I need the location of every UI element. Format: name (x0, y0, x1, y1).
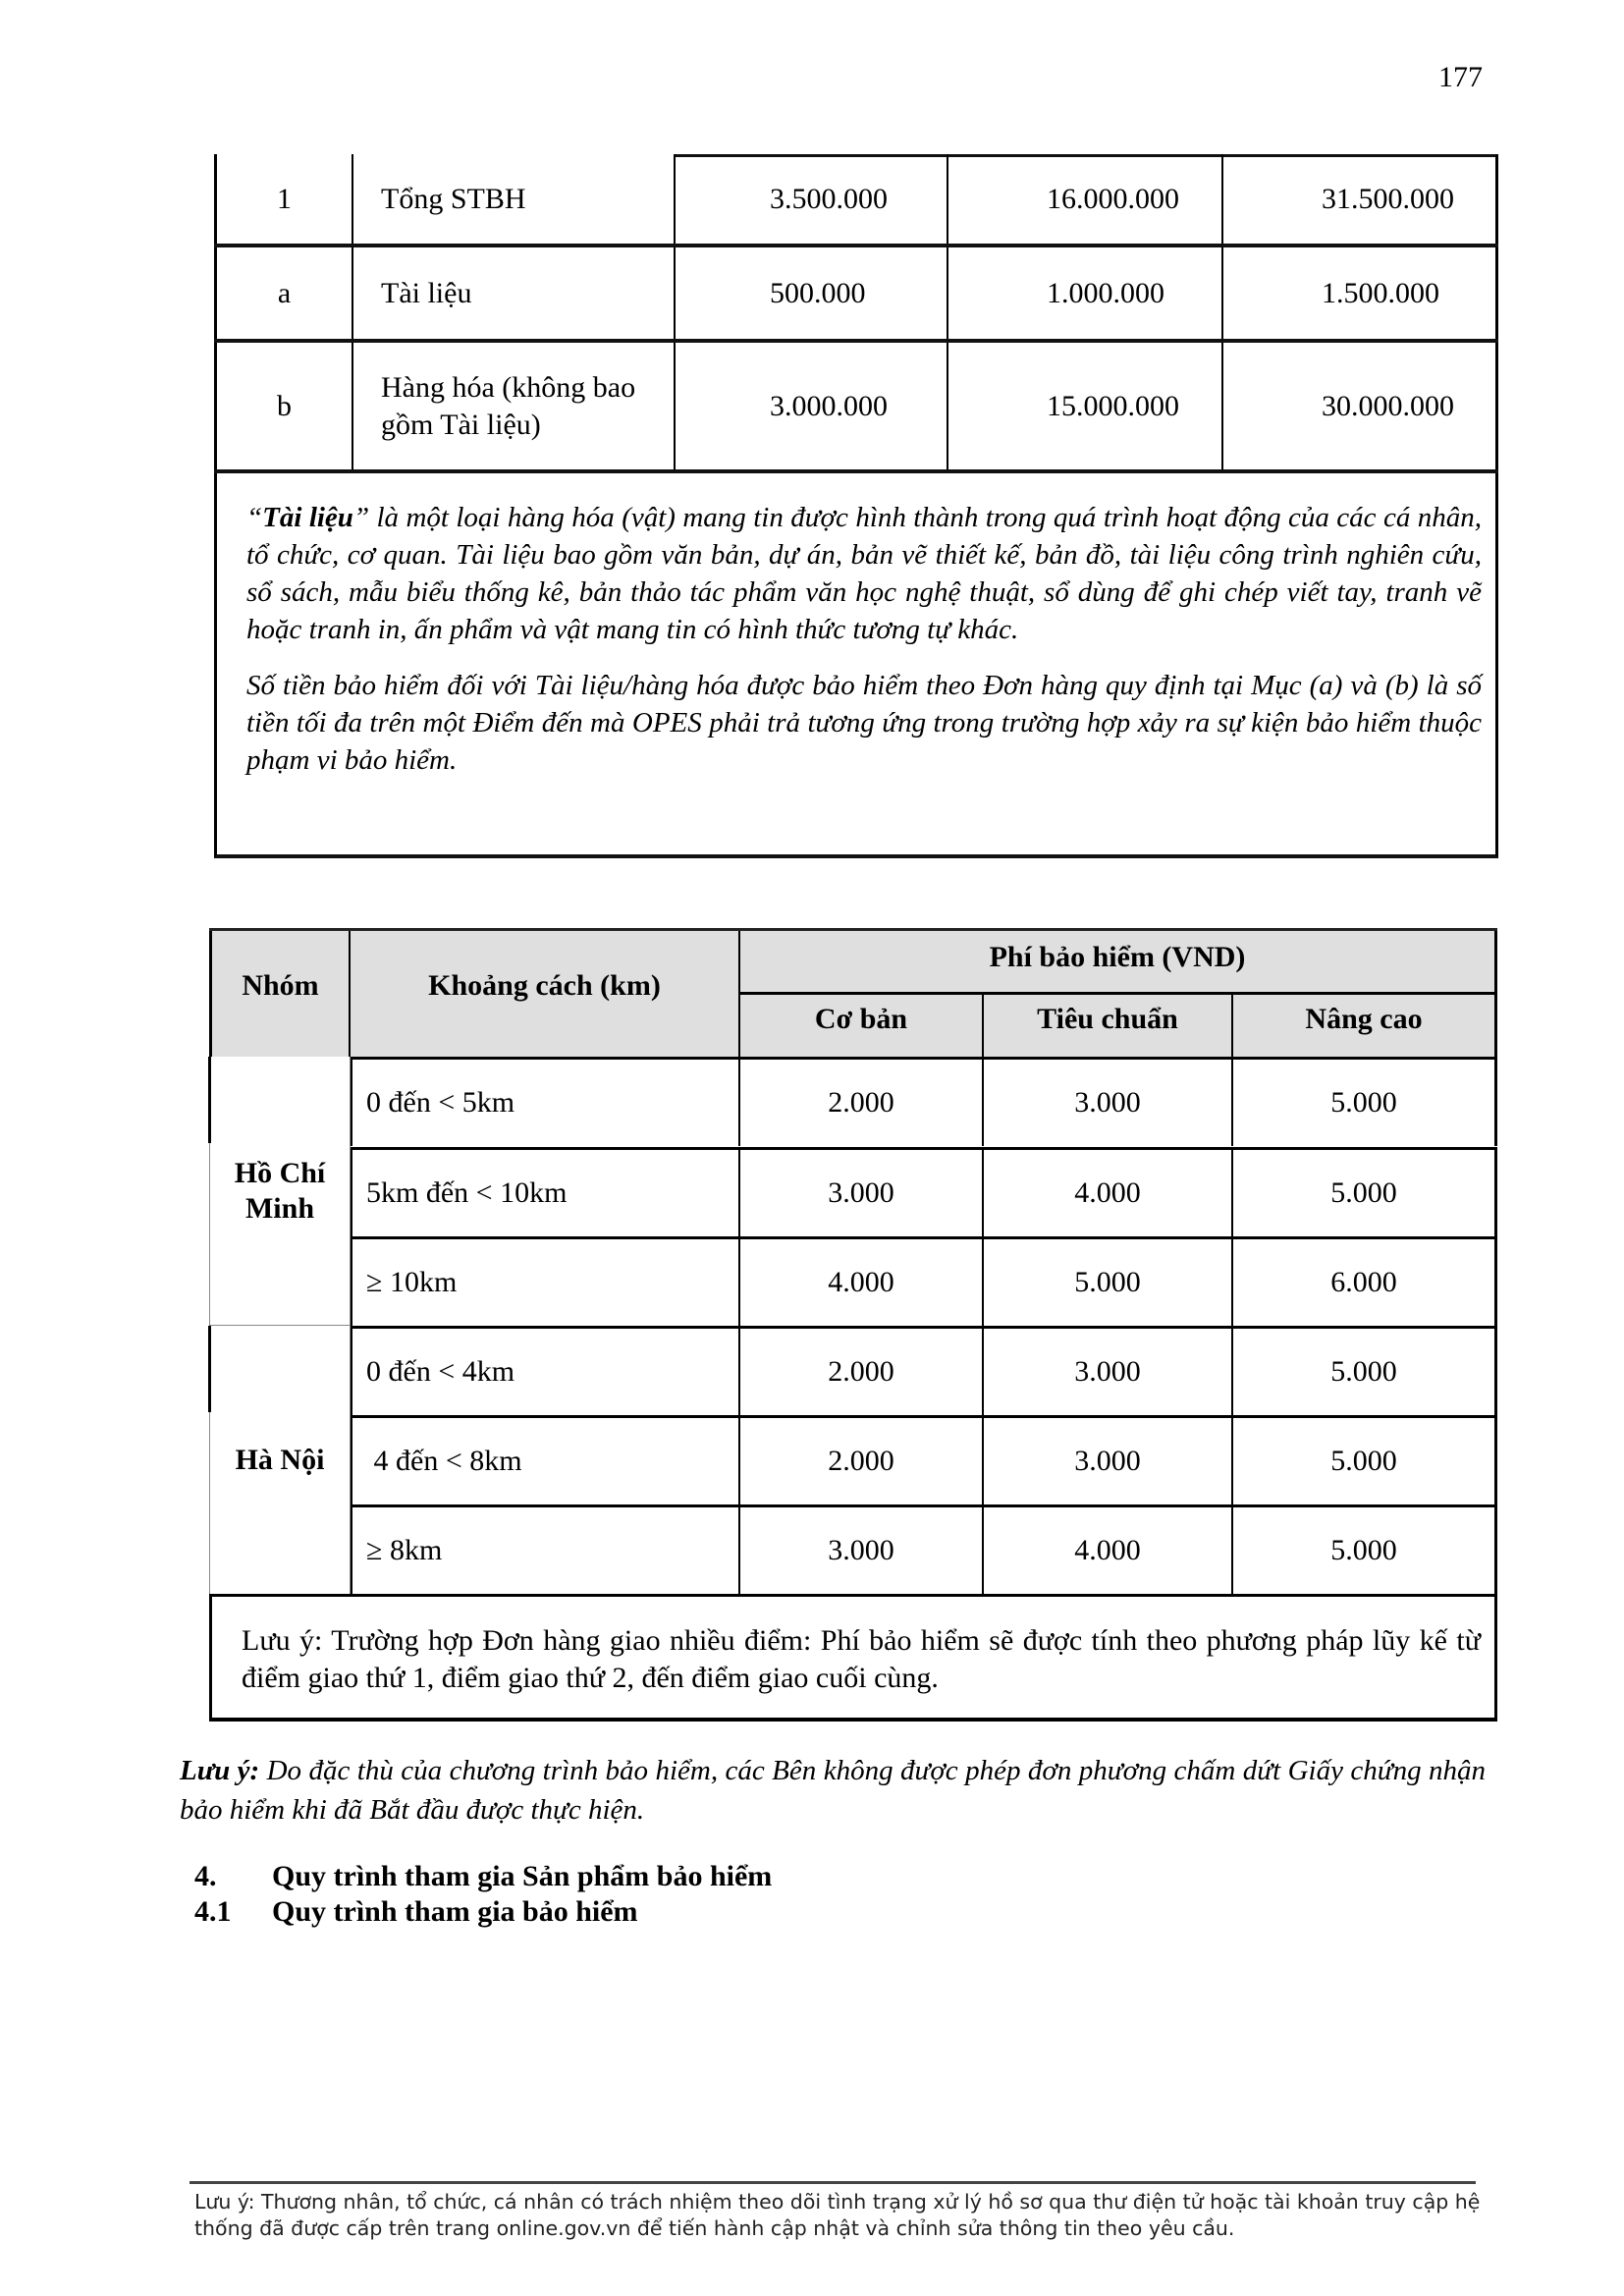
value-standard: 16.000.000 (948, 154, 1223, 244)
multi-drop-note: Lưu ý: Trường hợp Đơn hàng giao nhiều điểm: Phí bảo hiểm sẽ được tính theo phương pháp lũy kế từ điểm giao thứ 1, điểm giao thứ 2, đến điểm giao cuối cùng. (209, 1594, 1497, 1722)
value-standard: 15.000.000 (948, 343, 1223, 469)
fee-standard: 5.000 (984, 1239, 1233, 1326)
value-advanced: 31.500.000 (1223, 154, 1498, 244)
termination-remark (180, 1751, 1486, 1830)
footer-note: Lưu ý: Thương nhân, tổ chức, cá nhân có trách nhiệm theo dõi tình trạng xử lý hồ sơ qua thư điện tử hoặc tài khoản truy cập hệ thống đã được cấp trên trang online.gov.vn để tiến hành cập nhật và chỉnh sửa thông tin theo yêu cầu. (194, 2190, 1481, 2240)
fee-advanced: 5.000 (1233, 1150, 1497, 1236)
table-body (209, 1057, 1497, 1694)
value-basic: 3.000.000 (676, 343, 948, 469)
table-row (351, 1326, 1497, 1415)
distance-cell: 5km đến < 10km (351, 1150, 740, 1236)
group-cell (209, 1057, 351, 1326)
definition-term: Tài liệu (262, 502, 353, 533)
table-header (209, 928, 1497, 1057)
value-standard: 1.000.000 (948, 247, 1223, 339)
header-fee: Phí bảo hiểm (VND) (740, 931, 1497, 995)
fee-standard: 4.000 (984, 1507, 1233, 1594)
heading-number: 4. (194, 1860, 217, 1892)
fee-basic: 2.000 (740, 1060, 984, 1146)
document-definition-note (214, 473, 1498, 858)
fee-advanced: 5.000 (1233, 1060, 1497, 1146)
header-group: Nhóm (209, 931, 351, 1057)
distance-cell: ≥ 10km (351, 1239, 740, 1326)
fee-basic: 4.000 (740, 1239, 984, 1326)
group-border (208, 1057, 211, 1143)
row-item: Tổng STBH (353, 154, 676, 244)
fee-advanced: 5.000 (1233, 1507, 1497, 1594)
page-number: 177 (1438, 61, 1483, 93)
row-number: b (214, 343, 353, 469)
header-plan-basic: Cơ bản (740, 995, 984, 1057)
fee-advanced: 5.000 (1233, 1329, 1497, 1415)
fee-basic: 2.000 (740, 1329, 984, 1415)
distance-cell: 0 đến < 5km (351, 1060, 740, 1146)
row-item: Hàng hóa (không bao gồm Tài liệu) (353, 343, 676, 469)
section-heading (194, 1859, 772, 1894)
distance-cell: ≥ 8km (351, 1507, 740, 1594)
table-row (351, 1057, 1497, 1146)
group-name: Hồ Chí Minh (234, 1156, 326, 1225)
footer-divider (189, 2181, 1476, 2184)
table-row (214, 247, 1498, 343)
header-plan-standard: Tiêu chuẩn (984, 995, 1233, 1057)
value-basic: 500.000 (676, 247, 948, 339)
value-basic: 3.500.000 (676, 154, 948, 244)
heading-title: Quy trình tham gia bảo hiểm (272, 1895, 638, 1928)
table-row (351, 1504, 1497, 1594)
fee-basic: 2.000 (740, 1418, 984, 1504)
fee-standard: 4.000 (984, 1150, 1233, 1236)
fee-advanced: 5.000 (1233, 1418, 1497, 1504)
table-row (214, 154, 1498, 247)
premium-table (209, 928, 1497, 1694)
fee-standard: 3.000 (984, 1060, 1233, 1146)
remark-label: Lưu ý: (180, 1755, 260, 1786)
table-row (214, 343, 1498, 473)
heading-title: Quy trình tham gia Sản phẩm bảo hiểm (272, 1860, 773, 1892)
fee-basic: 3.000 (740, 1507, 984, 1594)
distance-cell: 0 đến < 4km (351, 1329, 740, 1415)
fee-basic: 3.000 (740, 1150, 984, 1236)
header-plan-advanced: Nâng cao (1233, 995, 1497, 1057)
sum-insured-table (214, 154, 1498, 858)
row-item: Tài liệu (353, 247, 676, 339)
group-border (208, 1326, 211, 1412)
definition-paragraph: “Tài liệu” là một loại hàng hóa (vật) mang tin được hình thành trong quá trình hoạt động của các cá nhân, tổ chức, cơ quan. Tài liệu bao gồm văn bản, dự án, bản vẽ thiết kế, bản đồ, tài liệu công trình nghiên cứu, sổ sách, mẫu biểu thống kê, bản thảo tác phẩm văn học nghệ thuật, sổ dùng để ghi chép viết tay, tranh vẽ hoặc tranh in, ấn phẩm và vật mang tin có hình thức tương tự khác. (246, 502, 1482, 645)
value-advanced: 1.500.000 (1223, 247, 1498, 339)
table-row (351, 1147, 1497, 1236)
heading-number: 4.1 (194, 1895, 232, 1928)
remark-text: Do đặc thù của chương trình bảo hiểm, các Bên không được phép đơn phương chấm dứt Giấy chứng nhận bảo hiểm khi đã Bắt đầu được thực hiện. (180, 1755, 1487, 1826)
fee-standard: 3.000 (984, 1418, 1233, 1504)
distance-cell: 4 đến < 8km (351, 1418, 740, 1504)
fee-advanced: 6.000 (1233, 1239, 1497, 1326)
row-number: 1 (214, 154, 353, 244)
table-row (351, 1236, 1497, 1326)
fee-standard: 3.000 (984, 1329, 1233, 1415)
definition-text: là một loại hàng hóa (vật) mang tin được hình thành trong quá trình hoạt động của các cá nhân, tổ chức, cơ quan. Tài liệu bao gồm văn bản, dự án, bản vẽ thiết kế, bản đồ, tài liệu công trình nghiên cứu, sổ sách, mẫu biểu thống kê, bản thảo tác phẩm văn học nghệ thuật, sổ dùng để ghi chép viết tay, tranh vẽ hoặc tranh in, ấn phẩm và vật mang tin có hình thức tương tự khác. (246, 502, 1482, 645)
table-row (351, 1415, 1497, 1504)
header-distance: Khoảng cách (km) (351, 931, 740, 1057)
row-number: a (214, 247, 353, 339)
group-name: Hà Nội (235, 1443, 325, 1476)
subsection-heading (194, 1894, 638, 1930)
value-advanced: 30.000.000 (1223, 343, 1498, 469)
group-cell (209, 1326, 351, 1594)
sum-insured-paragraph: Số tiền bảo hiểm đối với Tài liệu/hàng hóa được bảo hiểm theo Đơn hàng quy định tại Mục (a) và (b) là số tiền tối đa trên một Điểm đến mà OPES phải trả tương ứng trong trường hợp xảy ra sự kiện bảo hiểm thuộc phạm vi bảo hiểm. (246, 670, 1482, 776)
